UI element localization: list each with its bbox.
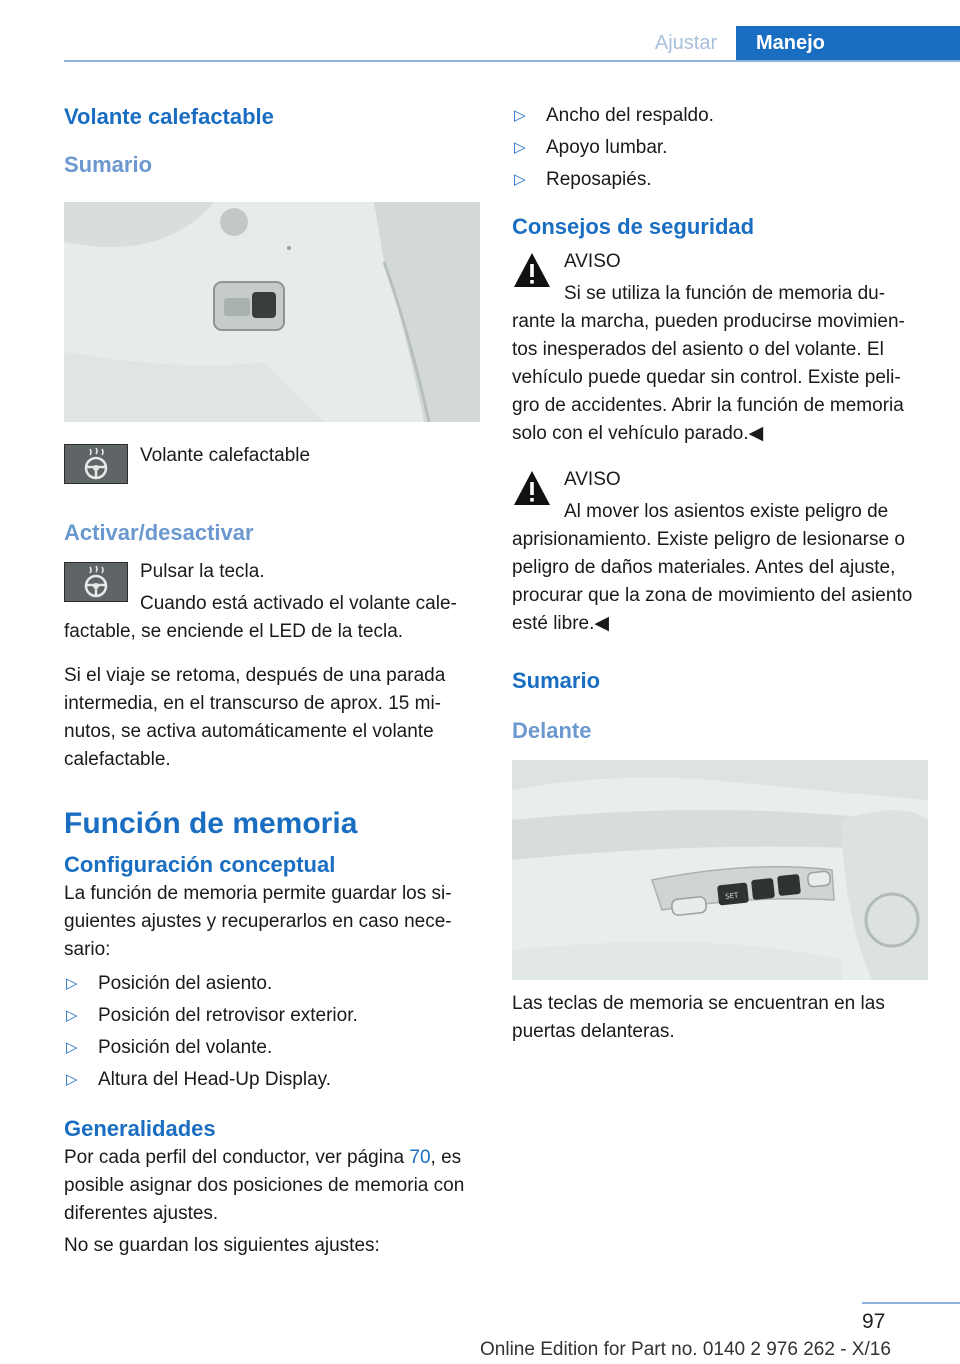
- heading-sumario-right: Sumario: [512, 668, 601, 693]
- list-item: ▷ Posición del volante.: [64, 1034, 482, 1062]
- page-link-70[interactable]: 70: [409, 1147, 431, 1168]
- tab-ajustar[interactable]: Ajustar: [654, 32, 718, 54]
- triangle-bullet-icon: ▷: [514, 171, 526, 188]
- warning-2: [512, 466, 928, 638]
- heading-consejos-seguridad: Consejos de seguridad: [512, 214, 755, 239]
- list-item: ▷ Apoyo lumbar.: [512, 134, 928, 162]
- photo-set-label: SET: [724, 891, 739, 901]
- edition-footer: Online Edition for Part no. 0140 2 976 262 - X/16: [480, 1339, 891, 1360]
- right-column: [512, 98, 928, 1046]
- triangle-bullet-icon: ▷: [66, 1007, 78, 1024]
- heading-configuracion: Configuración conceptual: [64, 852, 336, 877]
- list-item: ▷ Ancho del respaldo.: [512, 102, 928, 130]
- activar-block: [64, 558, 482, 646]
- config-list: [64, 970, 482, 1094]
- heading-delante: Delante: [512, 718, 592, 743]
- warning-2-title: AVISO: [564, 469, 621, 490]
- icon-caption-row: [64, 440, 482, 484]
- steering-column-illustration: [64, 202, 480, 422]
- warning-1-title: AVISO: [564, 251, 621, 272]
- warning-1: [512, 248, 928, 448]
- footer-rule: [862, 1302, 960, 1304]
- warning-triangle-icon: [512, 250, 552, 290]
- heated-steering-wheel-icon: [64, 444, 128, 484]
- triangle-bullet-icon: ▷: [66, 1071, 78, 1088]
- steering-column-photo: [64, 202, 480, 422]
- list-item: ▷ Reposapiés.: [512, 166, 928, 194]
- door-memory-buttons-photo: [512, 760, 928, 980]
- heading-activar-desactivar: Activar/desactivar: [64, 520, 254, 545]
- door-panel-illustration: [512, 760, 928, 980]
- activar-p2: Cuando está activado el volante cale-factable, se enciende el LED de la tecla.: [64, 593, 457, 642]
- triangle-bullet-icon: ▷: [514, 107, 526, 124]
- icon-caption: Volante calefactable: [140, 445, 311, 466]
- header-rule: [64, 60, 960, 62]
- list-item: ▷ Posición del retrovisor exterior.: [64, 1002, 482, 1030]
- generalidades-paragraph: Por cada perfil del conductor, ver página 70, es posible asignar dos posiciones de memoria con diferentes ajustes.: [64, 1147, 465, 1224]
- config-paragraph: La función de memoria permite guardar los si-guientes ajustes y recuperarlos en caso nece-sario:: [64, 883, 452, 960]
- page-number: 97: [862, 1310, 886, 1333]
- triangle-bullet-icon: ▷: [514, 139, 526, 156]
- warning-1-text: Si se utiliza la función de memoria du-rante la marcha, pueden producirse movimien-tos inesperados del asiento o del volante. El vehículo puede quedar sin control. Existe peli-gro de accidentes. Abrir la función de memoria solo con el vehículo parado.◀: [512, 283, 905, 444]
- list-item: ▷ Posición del asiento.: [64, 970, 482, 998]
- activar-p1: Pulsar la tecla.: [140, 561, 265, 582]
- heading-generalidades: Generalidades: [64, 1116, 216, 1141]
- heated-steering-wheel-button-icon: [64, 562, 128, 602]
- heading-funcion-memoria: Función de memoria: [64, 807, 358, 840]
- heading-sumario: Sumario: [64, 152, 153, 177]
- warning-2-text: Al mover los asientos existe peligro de aprisionamiento. Existe peligro de lesionarse o peligro de daños materiales. Antes del ajuste, procurar que la zona de movimiento del asiento esté libre.◀: [512, 501, 913, 634]
- not-saved-list: [512, 102, 928, 194]
- left-column: [64, 98, 482, 1260]
- triangle-bullet-icon: ▷: [66, 1039, 78, 1056]
- viaje-paragraph: Si el viaje se retoma, después de una parada intermedia, en el transcurso de aprox. 15 mi-nutos, se activa automáticamente el volante calefactable.: [64, 665, 446, 770]
- heading-volante-calefactable: Volante calefactable: [64, 104, 274, 129]
- photo-caption: Las teclas de memoria se encuentran en las puertas delanteras.: [512, 993, 885, 1042]
- warning-triangle-icon: [512, 468, 552, 508]
- no-guardan-paragraph: No se guardan los siguientes ajustes:: [64, 1235, 380, 1256]
- tab-manejo[interactable]: Manejo: [736, 26, 960, 60]
- list-item: ▷ Altura del Head-Up Display.: [64, 1066, 482, 1094]
- triangle-bullet-icon: ▷: [66, 975, 78, 992]
